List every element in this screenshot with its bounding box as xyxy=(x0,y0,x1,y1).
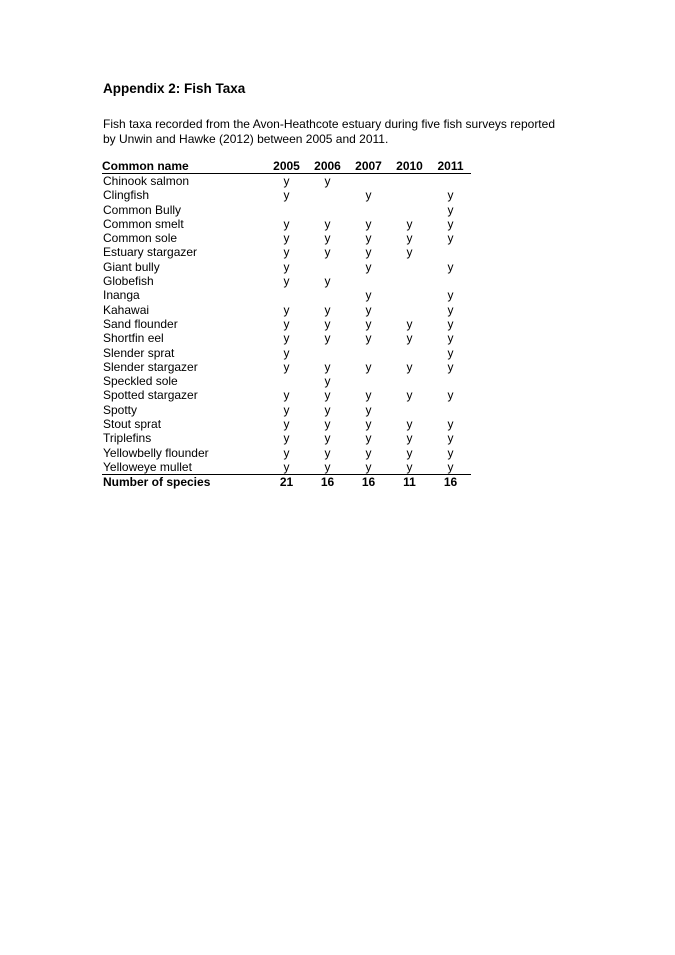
total-2005: 21 xyxy=(279,475,294,490)
presence-mark: y xyxy=(447,231,454,246)
presence-mark: y xyxy=(406,431,413,446)
total-label: Number of species xyxy=(103,475,211,490)
presence-mark: y xyxy=(365,359,372,374)
presence-mark xyxy=(430,403,471,417)
presence-mark: y xyxy=(283,445,290,460)
presence-mark: y xyxy=(283,302,290,317)
presence-mark: y xyxy=(365,331,372,346)
presence-mark: y xyxy=(406,417,413,432)
presence-mark: y xyxy=(365,445,372,460)
presence-mark xyxy=(389,288,430,302)
presence-mark: y xyxy=(324,402,331,417)
presence-mark: y xyxy=(447,388,454,403)
table-row xyxy=(102,174,471,189)
table-row xyxy=(102,417,471,431)
presence-mark: y xyxy=(324,359,331,374)
presence-mark: y xyxy=(283,259,290,274)
table-row xyxy=(102,288,471,302)
species-name: Common smelt xyxy=(103,216,184,231)
presence-mark xyxy=(266,374,307,388)
presence-mark xyxy=(430,274,471,288)
header-year-2011: 2011 xyxy=(430,159,471,174)
presence-mark: y xyxy=(283,359,290,374)
species-name: Common sole xyxy=(103,231,178,246)
presence-mark: y xyxy=(324,302,331,317)
presence-mark: y xyxy=(283,431,290,446)
presence-mark: y xyxy=(389,460,430,475)
table-header-row xyxy=(102,159,471,174)
total-row xyxy=(102,475,471,490)
species-name: Inanga xyxy=(103,288,140,303)
species-name: Yellowbelly flounder xyxy=(103,445,209,460)
species-name: Speckled sole xyxy=(103,374,178,389)
table-row xyxy=(102,317,471,331)
header-year-2010: 2010 xyxy=(389,159,430,174)
presence-mark: y xyxy=(283,216,290,231)
presence-mark: y xyxy=(266,460,307,475)
presence-mark: y xyxy=(365,316,372,331)
presence-mark: y xyxy=(365,431,372,446)
table-row xyxy=(102,331,471,345)
presence-mark: y xyxy=(365,231,372,246)
presence-mark: y xyxy=(365,259,372,274)
presence-mark xyxy=(389,260,430,274)
table-row xyxy=(102,431,471,445)
presence-mark xyxy=(348,274,389,288)
presence-mark: y xyxy=(365,388,372,403)
presence-mark: y xyxy=(447,445,454,460)
presence-mark: y xyxy=(348,460,389,475)
table-row xyxy=(102,460,471,475)
table-row xyxy=(102,274,471,288)
presence-mark: y xyxy=(324,417,331,432)
presence-mark: y xyxy=(365,417,372,432)
presence-mark: y xyxy=(283,245,290,260)
presence-mark: y xyxy=(283,274,290,289)
presence-mark: y xyxy=(447,345,454,360)
presence-mark: y xyxy=(447,302,454,317)
species-name: Yelloweye mullet xyxy=(102,460,266,475)
table-row xyxy=(102,346,471,360)
species-name: Slender stargazer xyxy=(103,359,198,374)
species-name: Chinook salmon xyxy=(103,174,190,188)
presence-mark xyxy=(266,288,307,302)
presence-mark: y xyxy=(406,316,413,331)
presence-mark: y xyxy=(324,174,331,188)
species-name: Common Bully xyxy=(103,202,182,217)
presence-mark: y xyxy=(447,202,454,217)
presence-mark xyxy=(389,303,430,317)
presence-mark: y xyxy=(283,174,290,188)
presence-mark: y xyxy=(324,231,331,246)
presence-mark: y xyxy=(283,331,290,346)
presence-mark: y xyxy=(447,359,454,374)
total-2011: 16 xyxy=(443,475,458,490)
presence-mark xyxy=(307,203,348,217)
presence-mark: y xyxy=(447,188,454,203)
presence-mark: y xyxy=(307,460,348,475)
species-name: Giant bully xyxy=(103,259,160,274)
table-row xyxy=(102,360,471,374)
total-2007: 16 xyxy=(361,475,376,490)
presence-mark: y xyxy=(324,245,331,260)
presence-mark xyxy=(430,374,471,388)
appendix-heading: Appendix 2: Fish Taxa xyxy=(103,81,246,96)
presence-mark xyxy=(266,203,307,217)
presence-mark: y xyxy=(283,402,290,417)
fish-taxa-table xyxy=(102,159,471,489)
presence-mark: y xyxy=(324,216,331,231)
presence-mark: y xyxy=(406,388,413,403)
species-name: Kahawai xyxy=(103,302,150,317)
table-row xyxy=(102,388,471,402)
presence-mark: y xyxy=(283,316,290,331)
presence-mark: y xyxy=(406,445,413,460)
table-body xyxy=(102,174,471,475)
presence-mark: y xyxy=(447,431,454,446)
presence-mark: y xyxy=(430,460,471,475)
header-year-2006: 2006 xyxy=(307,159,348,174)
presence-mark: y xyxy=(447,331,454,346)
table-row xyxy=(102,303,471,317)
species-name: Spotty xyxy=(103,402,138,417)
presence-mark: y xyxy=(324,331,331,346)
presence-mark xyxy=(389,174,430,189)
presence-mark: y xyxy=(365,245,372,260)
presence-mark xyxy=(389,274,430,288)
presence-mark xyxy=(348,346,389,360)
presence-mark xyxy=(307,346,348,360)
presence-mark xyxy=(348,174,389,189)
presence-mark: y xyxy=(283,188,290,203)
presence-mark xyxy=(307,288,348,302)
header-year-2005: 2005 xyxy=(266,159,307,174)
presence-mark xyxy=(307,260,348,274)
header-year-2007: 2007 xyxy=(348,159,389,174)
intro-paragraph: Fish taxa recorded from the Avon-Heathcote estuary during five fish surveys reported by Unwin and Hawke (2012) between 2005 and 2011. xyxy=(103,117,555,146)
presence-mark: y xyxy=(365,288,372,303)
presence-mark: y xyxy=(324,374,331,389)
species-name: Estuary stargazer xyxy=(103,245,198,260)
table-row xyxy=(102,403,471,417)
species-name: Slender sprat xyxy=(103,345,175,360)
presence-mark: y xyxy=(324,388,331,403)
presence-mark: y xyxy=(324,445,331,460)
species-name: Stout sprat xyxy=(103,417,162,432)
species-name: Sand flounder xyxy=(103,316,178,331)
table-row xyxy=(102,188,471,202)
presence-mark: y xyxy=(283,231,290,246)
species-name: Globefish xyxy=(103,274,154,289)
presence-mark xyxy=(389,188,430,202)
species-name: Shortfin eel xyxy=(103,331,164,346)
table-row xyxy=(102,231,471,245)
total-2010: 11 xyxy=(403,475,416,490)
table-row xyxy=(102,245,471,259)
presence-mark: y xyxy=(365,188,372,203)
presence-mark: y xyxy=(447,259,454,274)
presence-mark: y xyxy=(406,231,413,246)
presence-mark xyxy=(348,203,389,217)
table-row xyxy=(102,217,471,231)
presence-mark xyxy=(307,188,348,202)
presence-mark: y xyxy=(365,216,372,231)
table-row xyxy=(102,374,471,388)
presence-mark: y xyxy=(324,274,331,289)
presence-mark: y xyxy=(365,302,372,317)
presence-mark: y xyxy=(365,402,372,417)
presence-mark: y xyxy=(406,331,413,346)
table-row xyxy=(102,446,471,460)
total-2006: 16 xyxy=(320,475,335,490)
species-name: Spotted stargazer xyxy=(103,388,198,403)
presence-mark: y xyxy=(447,288,454,303)
presence-mark: y xyxy=(324,431,331,446)
species-name: Triplefins xyxy=(103,431,152,446)
presence-mark xyxy=(389,346,430,360)
presence-mark: y xyxy=(406,359,413,374)
presence-mark xyxy=(430,174,471,189)
header-common-name: Common name xyxy=(102,159,266,174)
presence-mark: y xyxy=(283,388,290,403)
table-row xyxy=(102,260,471,274)
presence-mark xyxy=(389,374,430,388)
presence-mark: y xyxy=(447,316,454,331)
presence-mark: y xyxy=(447,417,454,432)
table-row xyxy=(102,203,471,217)
presence-mark xyxy=(430,245,471,259)
presence-mark: y xyxy=(406,216,413,231)
species-name: Clingfish xyxy=(103,188,150,203)
presence-mark: y xyxy=(324,316,331,331)
presence-mark: y xyxy=(283,345,290,360)
presence-mark xyxy=(389,403,430,417)
presence-mark: y xyxy=(283,417,290,432)
presence-mark: y xyxy=(447,216,454,231)
presence-mark xyxy=(389,203,430,217)
presence-mark xyxy=(348,374,389,388)
presence-mark: y xyxy=(406,245,413,260)
